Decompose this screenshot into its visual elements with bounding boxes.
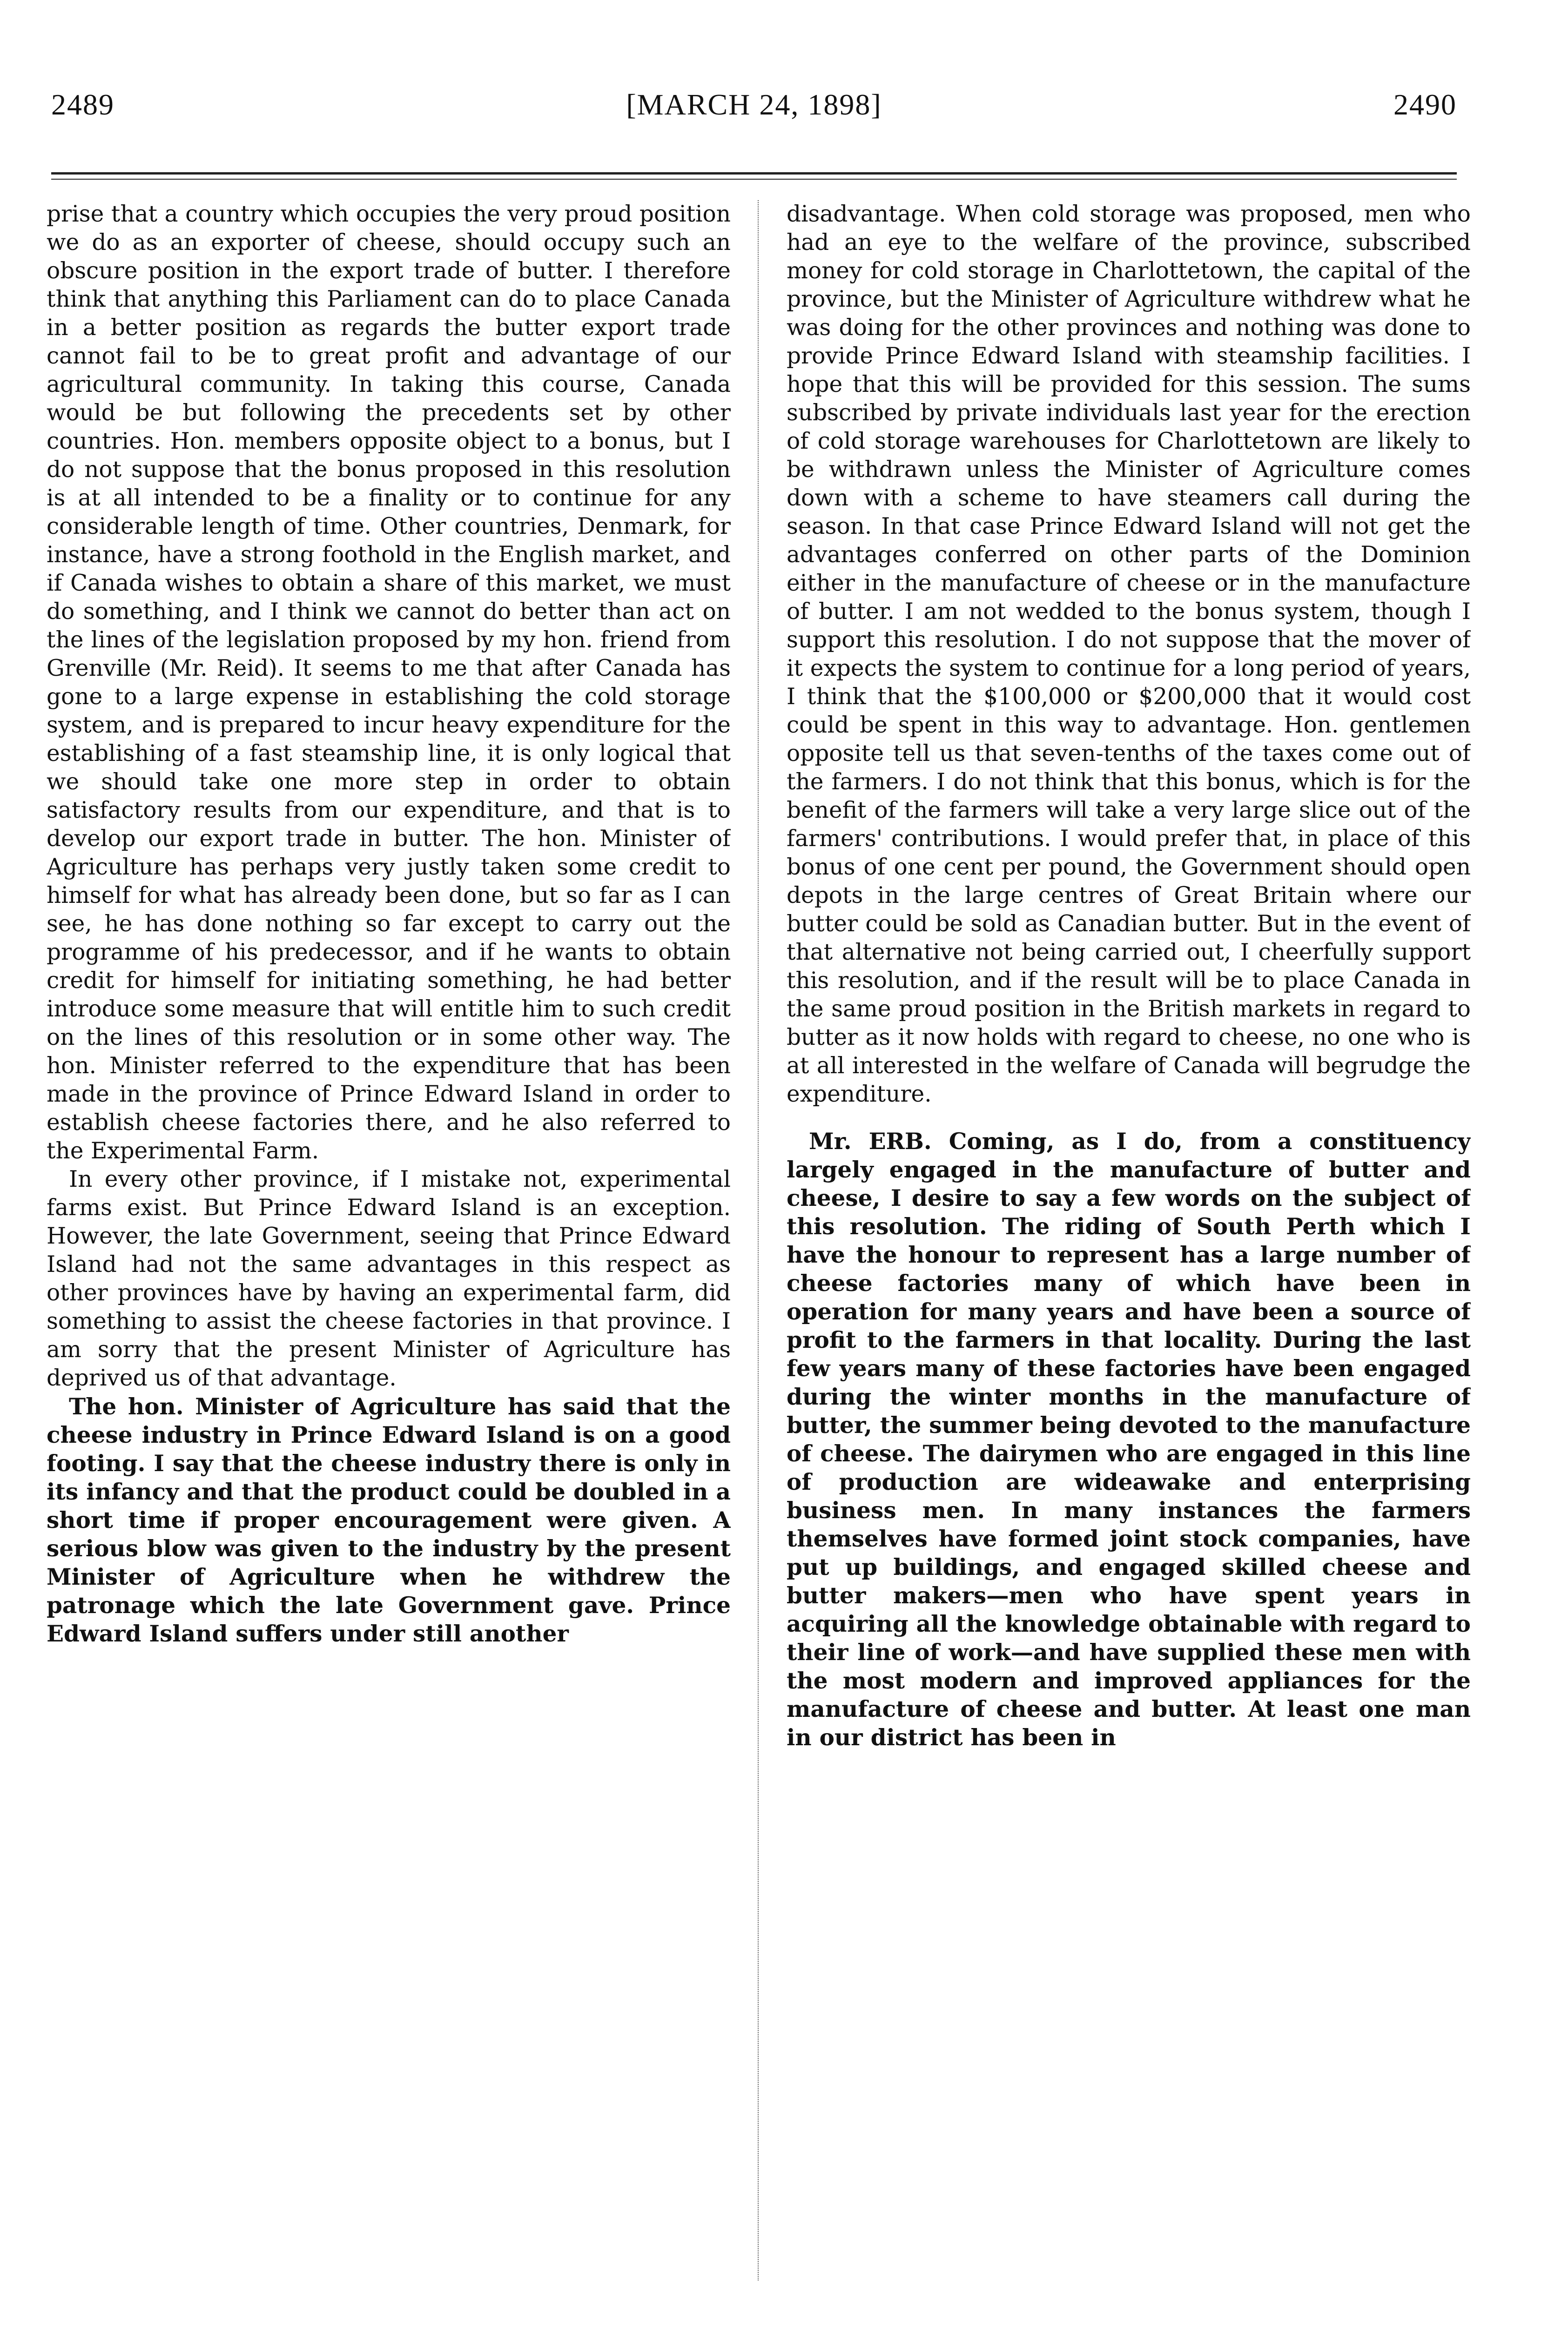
paragraph-gap bbox=[787, 1109, 1471, 1127]
left-paragraph-2: In every other province, if I mistake not, experimental farms exist. But Prince Edward Island is an exception. However, the late Government, seeing that Prince Edward Island had not the same advantages in this respect as other provinces have by having an experimental farm, did something to assist the cheese factories in that province. I am sorry that the present Minister of Agriculture has deprived us of that advantage. bbox=[47, 1166, 731, 1391]
left-column bbox=[47, 200, 731, 2280]
right-paragraph-2 bbox=[787, 1127, 1471, 1752]
right-column bbox=[787, 200, 1471, 2280]
right-paragraph-1: disadvantage. When cold storage was proposed, men who had an eye to the welfare of the province, subscribed money for cold storage in Charlottetown, the capital of the province, but the Minister of Agriculture withdrew what he was doing for the other provinces and nothing was done to provide Prince Edward Island with steamship facilities. I hope that this will be provided for this session. The sums subscribed by private individuals last year for the erection of cold storage warehouses for Charlottetown are likely to be withdrawn unless the Minister of Agriculture comes down with a scheme to have steamers call during the season. In that case Prince Edward Island will not get the advantages conferred on other parts of the Dominion either in the manufacture of cheese or in the manufacture of butter. I am not wedded to the bonus system, though I support this resolution. I do not suppose that the mover of it expects the system to continue for a long period of years, I think that the $100,000 or $200,000 that it would cost could be spent in this way to advantage. Hon. gentlemen opposite tell us that seven-tenths of the taxes come out of the farmers. I do not think that this bonus, which is for the benefit of the farmers will take a very large slice out of the farmers' contributions. I would prefer that, in place of this bonus of one cent per pound, the Government should open depots in the large centres of Great Britain where our butter could be sold as Canadian butter. But in the event of that alternative not being carried out, I cheerfully support this resolution, and if the result will be to place Canada in the same proud position in the British markets in regard to butter as it now holds with regard to cheese, no one who is at all interested in the welfare of Canada will begrudge the expenditure. bbox=[787, 201, 1471, 1107]
left-paragraph-3: The hon. Minister of Agriculture has said that the cheese industry in Prince Edward Island is on a good footing. I say that the cheese industry there is only in its infancy and that the product could be doubled in a short time if proper encouragement were given. A serious blow was given to the industry by the present Minister of Agriculture when he withdrew the patronage which the late Government gave. Prince Edward Island suffers under still another bbox=[47, 1393, 731, 1647]
header-rule-thick bbox=[51, 172, 1457, 175]
column-divider bbox=[758, 200, 759, 2280]
left-paragraph-1: prise that a country which occupies the very proud position we do as an exporter of cheese, should occupy such an obscure position in the export trade of butter. I therefore think that anything this Parliament can do to place Canada in a better position as regards the butter export trade cannot fail to be to great profit and advantage of our agricultural community. In taking this course, Canada would be but following the precedents set by other countries. Hon. members opposite object to a bonus, but I do not suppose that the bonus proposed in this resolution is at all intended to be a finality or to continue for any considerable length of time. Other countries, Denmark, for instance, have a strong foothold in the English market, and if Canada wishes to obtain a share of this market, we must do something, and I think we cannot do better than act on the lines of the legislation proposed by my hon. friend from Grenville (Mr. Reid). It seems to me that after Canada has gone to a large expense in establishing the cold storage system, and is prepared to incur heavy expenditure for the establishing of a fast steamship line, it is only logical that we should take one more step in order to obtain satisfactory results from our expenditure, and that is to develop our export trade in butter. The hon. Minister of Agriculture has perhaps very justly taken some credit to himself for what has already been done, but so far as I can see, he has done nothing so far except to carry out the programme of his predecessor, and if he wants to obtain credit for himself for initiating something, he had better introduce some measure that will entitle him to such credit on the lines of this resolution or in some other way. The hon. Minister referred to the expenditure that has been made in the province of Prince Edward Island in order to establish cheese factories there, and he also referred to the Experimental Farm. bbox=[47, 201, 731, 1164]
right-page-number: 2490 bbox=[1393, 88, 1457, 121]
speech-text: Coming, as I do, from a constituency largely engaged in the manufacture of butter and cheese, I desire to say a few words on the subject of this resolution. The riding of South Perth which I have the honour to represent has a large number of cheese factories many of which have been in operation for many years and have been a source of profit to the farmers in that locality. During the last few years many of these factories have been engaged during the winter months in the manufacture of butter, the summer being devoted to the manufacture of cheese. The dairymen who are engaged in this line of production are wideawake and enterprising business men. In many instances the farmers themselves have formed joint stock companies, have put up buildings, and engaged skilled cheese and butter makers—men who have spent years in acquiring all the knowledge obtainable with regard to their line of work—and have supplied these men with the most modern and improved appliances for the manufacture of cheese and butter. At least one man in our district has been in bbox=[787, 1128, 1471, 1751]
speaker-name: Mr. ERB. bbox=[809, 1128, 932, 1155]
page-header bbox=[51, 84, 1457, 135]
left-page-number: 2489 bbox=[51, 88, 114, 121]
header-rule-thin bbox=[51, 179, 1457, 180]
page-date: [MARCH 24, 1898] bbox=[626, 88, 882, 121]
